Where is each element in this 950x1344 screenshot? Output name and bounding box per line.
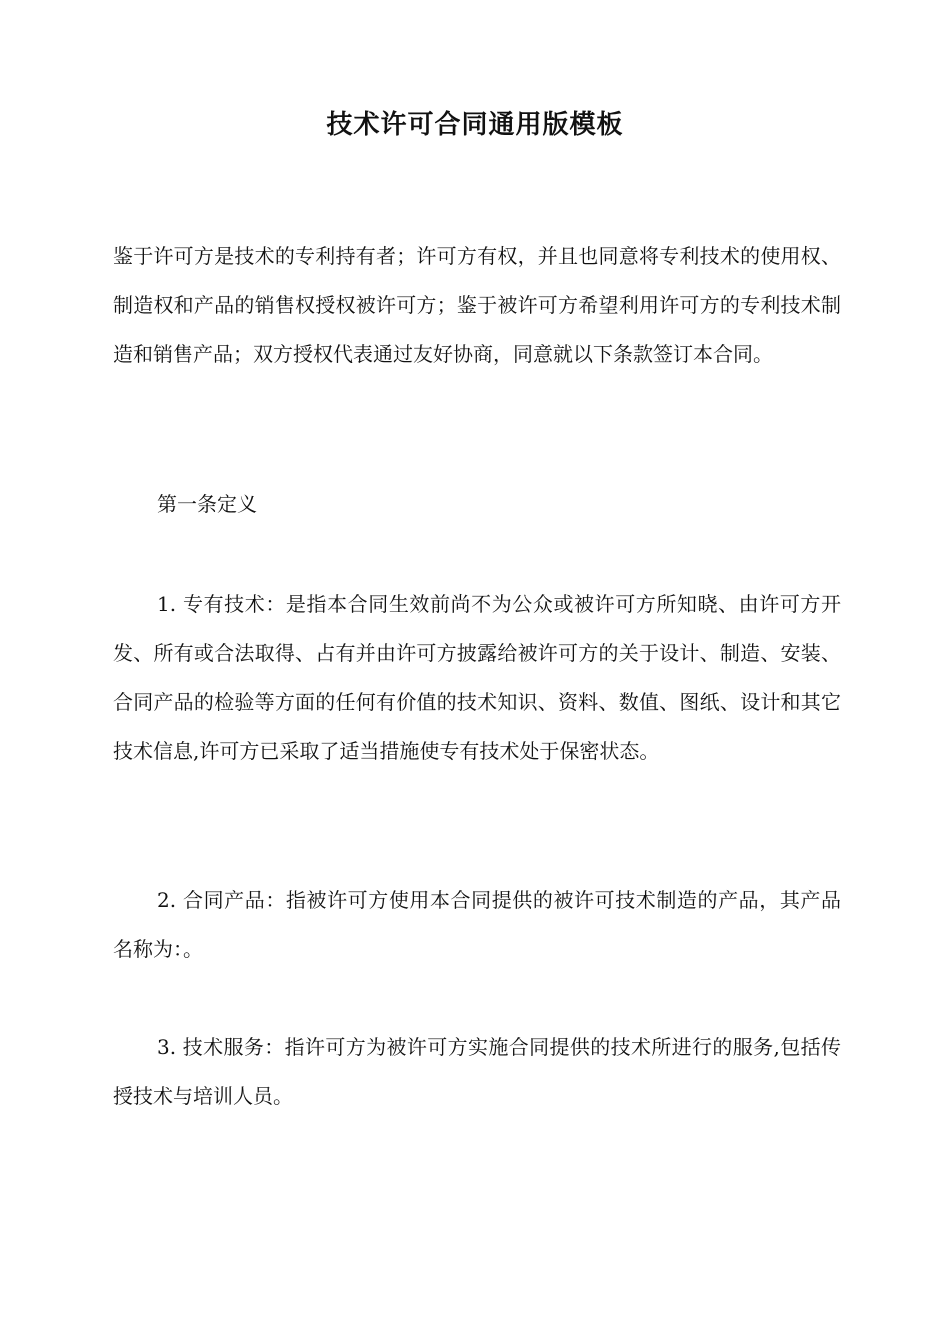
article-1-heading: 第一条定义 xyxy=(157,492,257,516)
intro-paragraph: 鉴于许可方是技术的专利持有者；许可方有权，并且也同意将专利技术的使用权、制造权和产品的销售权授权被许可方；鉴于被许可方希望利用许可方的专利技术制造和销售产品；双方授权代表通过友好协商，同意就以下条款签订本合同。 xyxy=(113,244,841,366)
definition-3-paragraph: 3. 技术服务：指许可方为被许可方实施合同提供的技术所进行的服务,包括传授技术与培训人员。 xyxy=(113,1035,841,1108)
definition-1-paragraph: 1. 专有技术：是指本合同生效前尚不为公众或被许可方所知晓、由许可方开发、所有或合法取得、占有并由许可方披露给被许可方的关于设计、制造、安装、合同产品的检验等方面的任何有价值的技术知识、资料、数值、图纸、设计和其它技术信息,许可方已采取了适当措施使专有技术处于保密状态。 xyxy=(113,592,841,763)
definition-2-paragraph: 2. 合同产品：指被许可方使用本合同提供的被许可技术制造的产品，其产品名称为：。 xyxy=(113,888,841,961)
document-title: 技术许可合同通用版模板 xyxy=(326,110,624,141)
